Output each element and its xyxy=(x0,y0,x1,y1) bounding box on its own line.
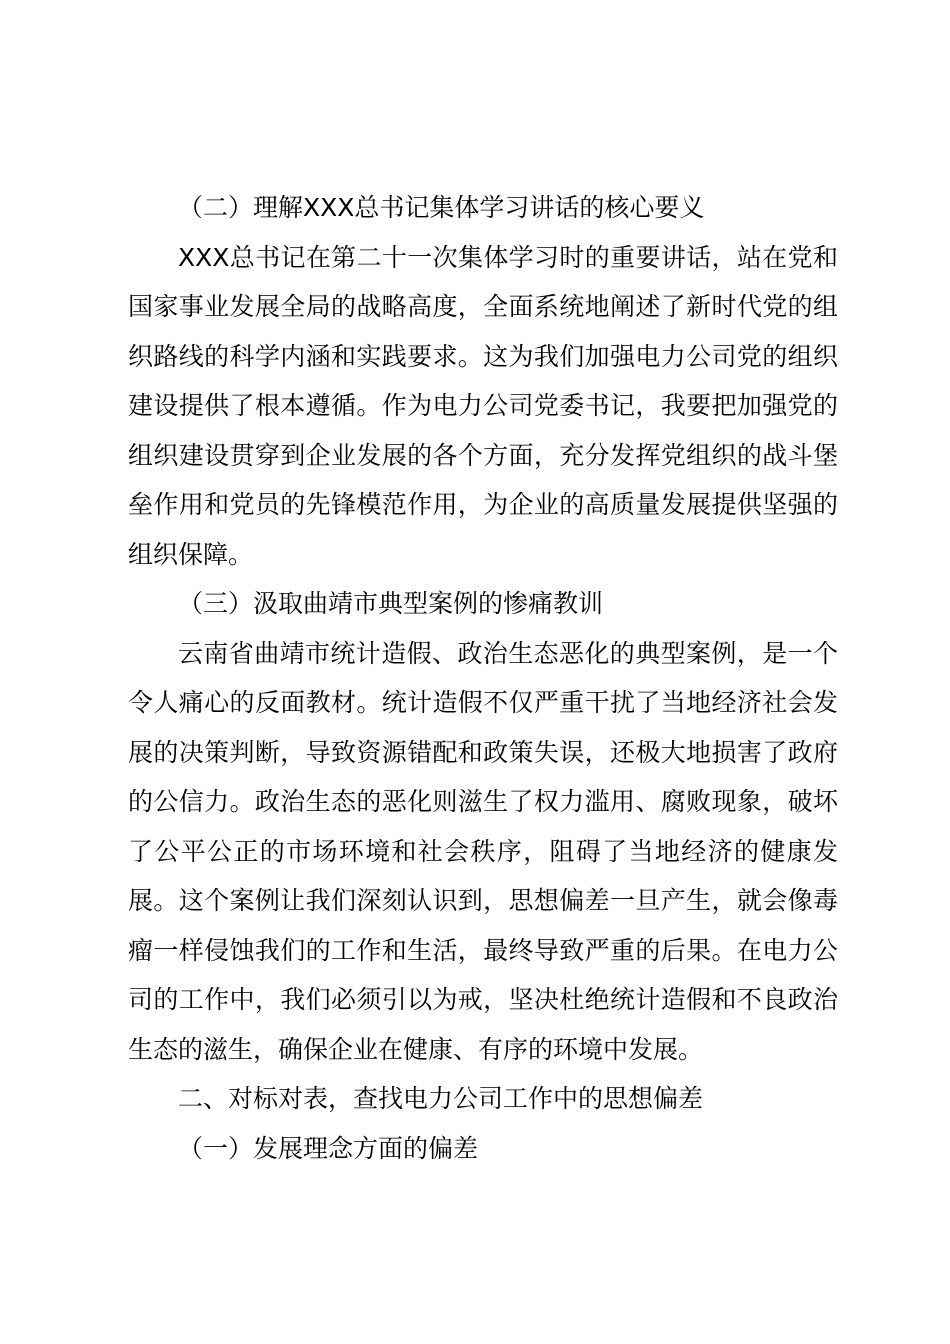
section-heading-find-deviations: 二、对标对表，查找电力公司工作中的思想偏差 xyxy=(178,1084,704,1113)
paragraph-qujing-case: 云南省曲靖市统计造假、政治生态恶化的典型案例，是一个令人痛心的反面教材。统计造假不仅严重干扰了当地经济社会发展的决策判断，导致资源错配和政策失误，还极大地损害了政府的公信力。政治生态的恶化则滋生了权力滥用、腐败现象，破坏了公平公正的市场环境和社会秩序，阻碍了当地经济的健康发展。这个案例让我们深刻认识到，思想偏差一旦产生，就会像毒瘤一样侵蚀我们的工作和生活，最终导致严重的后果。在电力公司的工作中，我们必须引以为戒，坚决杜绝统计造假和不良政治生态的滋生，确保企业在健康、有序的环境中发展。 xyxy=(128,638,838,1064)
document-body xyxy=(128,183,838,1173)
section-heading-understand-speech: （二）理解XXX总书记集体学习讲话的核心要义 xyxy=(178,193,705,222)
paragraph-speech-summary: XXX总书记在第二十一次集体学习时的重要讲话，站在党和国家事业发展全局的战略高度，全面系统地阐述了新时代党的组织路线的科学内涵和实践要求。这为我们加强电力公司党的组织建设提供了根本遵循。作为电力公司党委书记，我要把加强党的组织建设贯穿到企业发展的各个方面，充分发挥党组织的战斗堡垒作用和党员的先锋模范作用，为企业的高质量发展提供坚强的组织保障。 xyxy=(128,242,838,569)
section-heading-development-concept: （一）发展理念方面的偏差 xyxy=(178,1133,479,1163)
section-heading-qujing-lessons: （三）汲取曲靖市典型案例的惨痛教训 xyxy=(178,589,604,618)
